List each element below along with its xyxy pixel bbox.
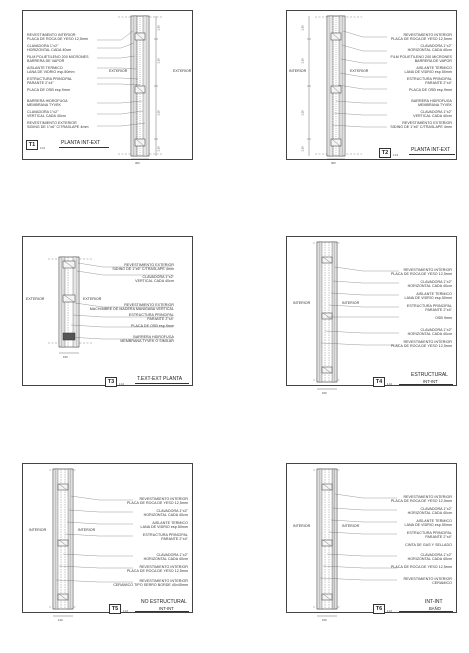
panel-subtitle: INT-INT [159,606,174,611]
scale-text: 1:10 [119,383,125,386]
label: REVESTIMIENTO INTERIOR [403,33,452,37]
label: CLAVADORA 1"x2" [420,507,452,511]
label: MEMBRANA TYVEK [418,103,452,107]
title-underline [409,154,455,155]
title-underline [135,383,189,384]
label: VERTICAL CADA 40cm [135,279,174,283]
label: PARANTE 2"x4" [425,308,452,312]
label: REVESTIMIENTO INTERIOR [403,495,452,499]
label: HORIZONTAL CADA 40cm [407,557,452,561]
panel-title: NO ESTRUCTURAL [141,599,187,605]
label: FILM POLIETILENO 200 MICRONES [390,55,452,59]
label: BARRERA DE VAPOR [27,59,65,63]
label: CERAMICO TIPO SERRO BORDE 40x40mm [113,583,188,587]
label: PLACA DE ROCA DE YESO 12,5mm [390,272,452,276]
dimension-text: 140 [58,618,63,622]
label: VERTICAL CADA 40cm [27,114,66,118]
label: LANA DE VIDRIO esp.50mm [404,523,452,527]
panel-title: PLANTA INT-EXT [411,147,451,153]
label: FILM POLIETILENO 200 MICRONES [27,55,89,59]
label: PLACA DE ROCA DE YESO 12,5mm [126,501,188,505]
panel-t2 [286,10,457,165]
dimension-text: 150 [322,391,327,395]
label: REVESTIMIENTO INTERIOR [139,579,188,583]
dimension-text: 1.20 [300,58,305,64]
label: HORIZONTAL CADA 40cm [143,513,188,517]
dimension-text: 150 [322,618,327,622]
label: PARANTE 2"x4" [147,317,174,321]
label: PLACA DE ROCA DE YESO 12,5mm [126,569,188,573]
label: PARANTE 2"x4" [27,81,54,85]
label: AISLANTE TERMICO [416,292,452,296]
label: LANA DE VIDRIO esp.50mm [404,296,452,300]
label: BARRERA HIDROFUGA [27,99,68,103]
label: REVESTIMIENTO INTERIOR [27,33,76,37]
label: LANA DE VIDRIO esp.50mm [27,70,75,74]
panel-id-badge: T5 [109,604,121,614]
label: BARRERA HIDROFUGA [133,335,174,339]
panel-subtitle: INT-INT [423,379,438,384]
side-label-left: EXTERIOR [109,69,128,73]
panel-id-badge: T3 [105,377,117,387]
label: CLAVADORA 1"x2" [156,509,188,513]
label: MEMBRANA TYVEK O SIMILAR [120,339,174,343]
label: SIDING DE 1"x6" C/TRASLAPE 4mm [27,125,89,129]
label: ESTRUCTURA PRINCIPAL [406,77,452,81]
label: REVESTIMIENTO INTERIOR [403,577,452,581]
wall-section-drawing [23,237,194,387]
label: CLAVADORA 1"x2" [27,110,59,114]
panel-title: T.EXT-EXT PLANTA [137,376,183,382]
label: CINTA DE GAS Y SELLADO [405,543,452,547]
label: REVESTIMIENTO INTERIOR [139,565,188,569]
label: PARANTE 2"x4" [425,535,452,539]
panel-id-badge: T2 [379,148,391,158]
dimension-text: 1.20 [156,146,161,152]
label: REVESTIMIENTO EXTERIOR [124,303,174,307]
label: ESTRUCTURA PRINCIPAL [406,531,452,535]
label: HORIZONTAL CADA 40cm [407,511,452,515]
label: PARANTE 2"x4" [161,537,188,541]
label: PLACA DE ROCA DE YESO 12,5mm [27,37,89,41]
label: REVESTIMIENTO EXTERIOR [124,263,174,267]
label: REVESTIMIENTO INTERIOR [403,340,452,344]
panel-t6 [286,463,457,622]
scale-text: 1:10 [387,610,393,613]
label: HORIZONTAL CADA 40cm [27,48,72,52]
label: PLACA DE ROCA DE YESO 12,5mm [390,344,452,348]
side-label-left: INTERIOR [289,69,307,73]
side-label-right: EXTERIOR [83,297,102,301]
label: REVESTIMIENTO INTERIOR [139,497,188,501]
panel-t1 [22,10,193,165]
label: CLAVADORA 1"x2" [420,44,452,48]
side-label-right: EXTERIOR [173,69,192,73]
label: PLACA DE OSB esp.9mm [409,88,452,92]
label: CLAVADORA 1"x2" [420,553,452,557]
scale-text: 1:10 [40,147,46,150]
label: LANA DE VIDRIO esp.50mm [404,70,452,74]
panel-title: PLANTA INT-EXT [61,140,101,146]
label: CLAVADORA 1"x2" [142,275,174,279]
label: PARANTE 2"x4" [425,81,452,85]
label: CLAVADORA 1"x2" [420,328,452,332]
label: PLACA DE OSB esp.9mm [131,324,174,328]
dimension-text: 1.20 [156,110,161,116]
label: ESTRUCTURA PRINCIPAL [128,313,174,317]
label: MEMBRANA TYVEK [27,103,61,107]
label: AISLANTE TERMICO [416,519,452,523]
side-label-left: INTERIOR [293,524,311,528]
label: OSB 9mm [435,316,452,320]
panel-id-badge: T1 [26,140,38,150]
dimension-text: 300 [331,161,336,165]
panel-subtitle: BAÑO [429,606,441,611]
side-label-left: EXTERIOR [26,297,45,301]
side-label-right: INTERIOR [342,524,360,528]
dimension-text: 1.20 [156,25,161,31]
label: ESTRUCTURA PRINCIPAL [27,77,73,81]
label: HORIZONTAL CADA 40cm [407,284,452,288]
scale-text: 1:10 [387,383,393,386]
label: SIDING DE 1"x6" C/TRASLAPE 4mm [112,267,174,271]
label: VERTICAL CADA 40cm [413,114,452,118]
dimension-text: 1.20 [300,110,305,116]
scale-text: 1:10 [393,154,399,157]
label: AISLANTE TERMICO [416,66,452,70]
side-label-right: INTERIOR [342,301,360,305]
dimension-text: 1.20 [156,58,161,64]
label: PLACA DE OSB esp.9mm [27,88,70,92]
label: HORIZONTAL CADA 40cm [407,48,452,52]
panel-id-badge: T6 [373,604,385,614]
label: PLACA DE ROCA DE YESO 12,5mm [390,499,452,503]
label: CLAVADORA 1"x2" [156,553,188,557]
title-underline [59,147,109,148]
title-underline [135,611,189,612]
label: REVESTIMIENTO EXTERIOR [402,121,452,125]
label: ESTRUCTURA PRINCIPAL [406,304,452,308]
label: AISLANTE TERMICO [27,66,63,70]
label: REVESTIMIENTO EXTERIOR [27,121,77,125]
label: LANA DE VIDRIO esp.50mm [140,525,188,529]
panel-t4 [286,236,457,395]
label: CLAVADORA 1"x2" [27,44,59,48]
label: ESTRUCTURA PRINCIPAL [142,533,188,537]
side-label-left: INTERIOR [29,528,47,532]
label: MACHIMBRE DE MADERA MANIGABA VERTICAL [89,307,174,311]
dimension-text: 300 [135,161,140,165]
label: SIDING DE 1"x6" C/TRASLAPE 4mm [390,125,452,129]
wall-section-drawing [287,237,458,387]
label: BARRERA HIDROFUGA [411,99,452,103]
label: HORIZONTAL CADA 40cm [143,557,188,561]
label: CLAVADORA 1"x2" [420,280,452,284]
title-underline [399,384,453,385]
panel-t5 [22,463,193,622]
panel-id-badge: T4 [373,377,385,387]
label: HORIZONTAL CADA 40cm [407,332,452,336]
title-underline [399,611,453,612]
label: BARRERA DE VAPOR [414,59,452,63]
label: AISLANTE TERMICO [152,521,188,525]
dimension-text: 1.20 [300,146,305,152]
wall-section-drawing [287,464,458,614]
side-label-left: INTERIOR [293,301,311,305]
label: CERAMICO [432,581,452,585]
panel-t3 [22,236,193,386]
panel-title: ESTRUCTURAL [411,372,448,378]
label: PLACA DE ROCA DE YESO 12,5mm [390,565,452,569]
side-label-right: INTERIOR [78,528,96,532]
dimension-text: 1.20 [300,25,305,31]
dimension-text: 150 [63,355,68,359]
scale-text: 1:10 [123,610,129,613]
label: REVESTIMIENTO INTERIOR [403,268,452,272]
label: CLAVADORA 1"x2" [420,110,452,114]
label: PLACA DE ROCA DE YESO 12,5mm [390,37,452,41]
side-label-right: EXTERIOR [350,69,369,73]
panel-title: INT-INT [425,599,443,605]
